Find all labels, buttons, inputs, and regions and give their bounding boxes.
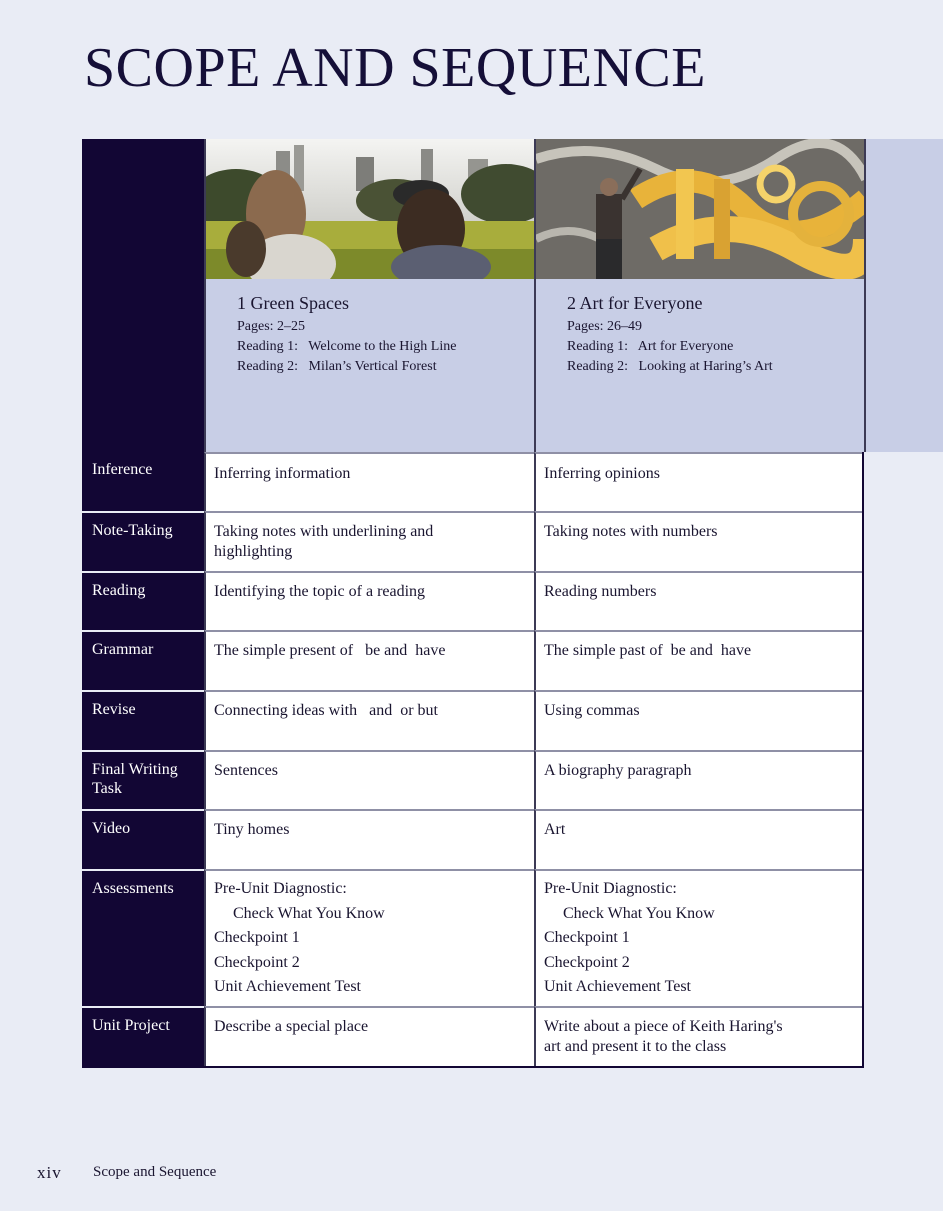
unit-2-final-writing-task: A biography paragraph: [534, 750, 864, 809]
unit-2-header: [534, 139, 864, 452]
row-label-reading: Reading: [82, 571, 204, 630]
assessment-item: Checkpoint 1: [214, 929, 300, 946]
unit-2-pages: Pages: 26–49: [567, 319, 643, 334]
unit-2-unit-project: [534, 1006, 864, 1068]
unit-1-reading-2: Reading 2: Milan’s Vertical Forest: [237, 359, 437, 374]
scope-sequence-table: [82, 139, 943, 1069]
unit-1-grammar: The simple present of be and have: [204, 630, 534, 690]
unit-2-reading-2: Reading 2: Looking at Haring’s Art: [567, 359, 773, 374]
graffiti-art-photo: [536, 139, 864, 279]
unit-1-unit-project: Describe a special place: [204, 1006, 534, 1068]
unit-project-text-line: Write about a piece of Keith Haring's: [544, 1018, 783, 1035]
unit-1-video: Tiny homes: [204, 809, 534, 869]
table-right-border: [862, 452, 864, 1068]
unit-2-reading: Reading numbers: [534, 571, 864, 630]
unit-1-note-taking: Taking notes with underlining and highlighting: [204, 511, 534, 571]
assessment-item: Check What You Know: [233, 904, 385, 922]
row-label-final-writing-task: Final Writing Task: [82, 750, 204, 809]
assessment-item: Unit Achievement Test: [214, 978, 361, 995]
row-label-video: Video: [82, 809, 204, 869]
unit-2-inference: Inferring opinions: [534, 452, 864, 511]
unit-1-revise: Connecting ideas with and or but: [204, 690, 534, 750]
unit-1-header: [204, 139, 534, 452]
unit-project-text-line: art and present it to the class: [544, 1038, 727, 1055]
assessment-item: Unit Achievement Test: [544, 978, 691, 995]
table-bottom-border: [82, 1066, 864, 1068]
assessment-item: Checkpoint 2: [544, 953, 630, 971]
unit-1-title: 1 Green Spaces: [237, 293, 349, 313]
unit-1-inference: Inferring information: [204, 452, 534, 511]
unit-1-pages: Pages: 2–25: [237, 319, 306, 334]
unit-2-title: 2 Art for Everyone: [567, 293, 703, 313]
row-label-unit-project: Unit Project: [82, 1006, 204, 1068]
assessment-item: Check What You Know: [563, 904, 715, 922]
unit-1-reading-1: Reading 1: Welcome to the High Line: [237, 339, 457, 354]
row-label-note-taking: Note-Taking: [82, 511, 204, 571]
footer-page-number: xiv: [37, 1163, 62, 1182]
footer-section-label: Scope and Sequence: [93, 1164, 217, 1180]
next-unit-column: [864, 139, 943, 452]
unit-1-reading: Identifying the topic of a reading: [204, 571, 534, 630]
page-title: SCOPE AND SEQUENCE: [84, 37, 706, 99]
assessment-item: Pre-Unit Diagnostic:: [214, 880, 347, 897]
unit-2-grammar: The simple past of be and have: [534, 630, 864, 690]
unit-2-note-taking: Taking notes with numbers: [534, 511, 864, 571]
unit-2-video: Art: [534, 809, 864, 869]
row-label-inference: Inference: [92, 461, 153, 478]
assessment-item: Checkpoint 2: [214, 953, 300, 971]
row-label-grammar: Grammar: [82, 630, 204, 690]
unit-2-reading-1: Reading 1: Art for Everyone: [567, 339, 734, 354]
assessment-item: Pre-Unit Diagnostic:: [544, 880, 677, 897]
row-label-revise: Revise: [82, 690, 204, 750]
unit-2-assessments: [534, 869, 864, 1006]
assessment-item: Checkpoint 1: [544, 929, 630, 946]
row-label-assessments: Assessments: [82, 869, 204, 1006]
unit-1-final-writing-task: Sentences: [204, 750, 534, 809]
park-friends-photo: [206, 139, 534, 279]
unit-2-revise: Using commas: [534, 690, 864, 750]
unit-1-assessments: [204, 869, 534, 1006]
